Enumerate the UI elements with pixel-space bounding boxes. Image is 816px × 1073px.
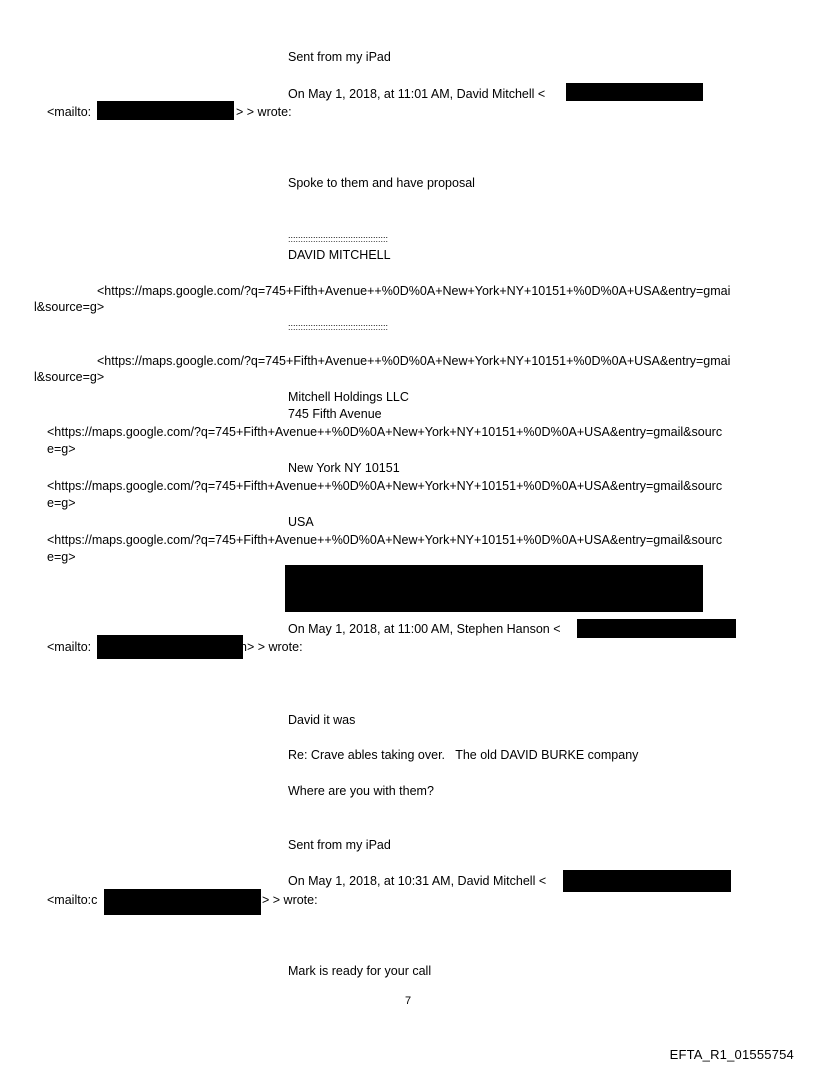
mailto-suffix: > > wrote: <box>236 105 292 119</box>
map-link-continuation: l&source=g> <box>34 370 105 384</box>
address-line: 745 Fifth Avenue <box>288 407 382 421</box>
map-link-continuation: e=g> <box>47 496 76 510</box>
map-link: <https://maps.google.com/?q=745+Fifth+Avenue++%0D%0A+New+York+NY+10151+%0D%0A+USA&entry=gmail&sourc <box>47 533 723 547</box>
map-link-continuation: l&source=g> <box>34 300 105 314</box>
map-link: <https://maps.google.com/?q=745+Fifth+Avenue++%0D%0A+New+York+NY+10151+%0D%0A+USA&entry=gmai <box>97 354 731 368</box>
message-body: Where are you with them? <box>288 784 434 798</box>
signature-separator: :::::::::::::::::::::::::::::::::::::::: <box>288 234 389 244</box>
address-country: USA <box>288 515 314 529</box>
map-link: <https://maps.google.com/?q=745+Fifth+Avenue++%0D%0A+New+York+NY+10151+%0D%0A+USA&entry=gmail&sourc <box>47 479 723 493</box>
signature-name: DAVID MITCHELL <box>288 248 391 262</box>
redaction-block <box>285 565 703 612</box>
address-line: New York NY 10151 <box>288 461 400 475</box>
company-name: Mitchell Holdings LLC <box>288 390 409 404</box>
message-body: David it was <box>288 713 356 727</box>
sent-from-line: Sent from my iPad <box>288 838 391 852</box>
bates-number: EFTA_R1_01555754 <box>669 1047 794 1062</box>
email-header-line: On May 1, 2018, at 10:31 AM, David Mitchell < <box>288 874 547 888</box>
message-body: Re: Crave ables taking over. The old DAVID BURKE company <box>288 748 639 762</box>
map-link: <https://maps.google.com/?q=745+Fifth+Avenue++%0D%0A+New+York+NY+10151+%0D%0A+USA&entry=gmail&sourc <box>47 425 723 439</box>
mailto-prefix: <mailto: <box>47 640 92 654</box>
redaction-block <box>577 619 736 638</box>
mailto-prefix: <mailto:c <box>47 893 98 907</box>
redaction-block <box>563 870 731 892</box>
map-link: <https://maps.google.com/?q=745+Fifth+Avenue++%0D%0A+New+York+NY+10151+%0D%0A+USA&entry=gmai <box>97 284 731 298</box>
redaction-block <box>566 83 703 101</box>
map-link-continuation: e=g> <box>47 442 76 456</box>
message-body: Mark is ready for your call <box>288 964 432 978</box>
page-number: 7 <box>404 995 412 1007</box>
mailto-suffix: n> > wrote: <box>240 640 303 654</box>
redaction-block <box>104 889 261 915</box>
map-link-continuation: e=g> <box>47 550 76 564</box>
redaction-block <box>97 635 243 659</box>
sent-from-line: Sent from my iPad <box>288 50 391 64</box>
signature-separator: :::::::::::::::::::::::::::::::::::::::: <box>288 322 389 332</box>
email-header-line: On May 1, 2018, at 11:01 AM, David Mitchell < <box>288 87 546 101</box>
email-header-line: On May 1, 2018, at 11:00 AM, Stephen Hanson < <box>288 622 561 636</box>
mailto-prefix: <mailto: <box>47 105 92 119</box>
redaction-block <box>97 101 234 120</box>
message-body: Spoke to them and have proposal <box>288 176 475 190</box>
mailto-suffix: > > wrote: <box>262 893 318 907</box>
